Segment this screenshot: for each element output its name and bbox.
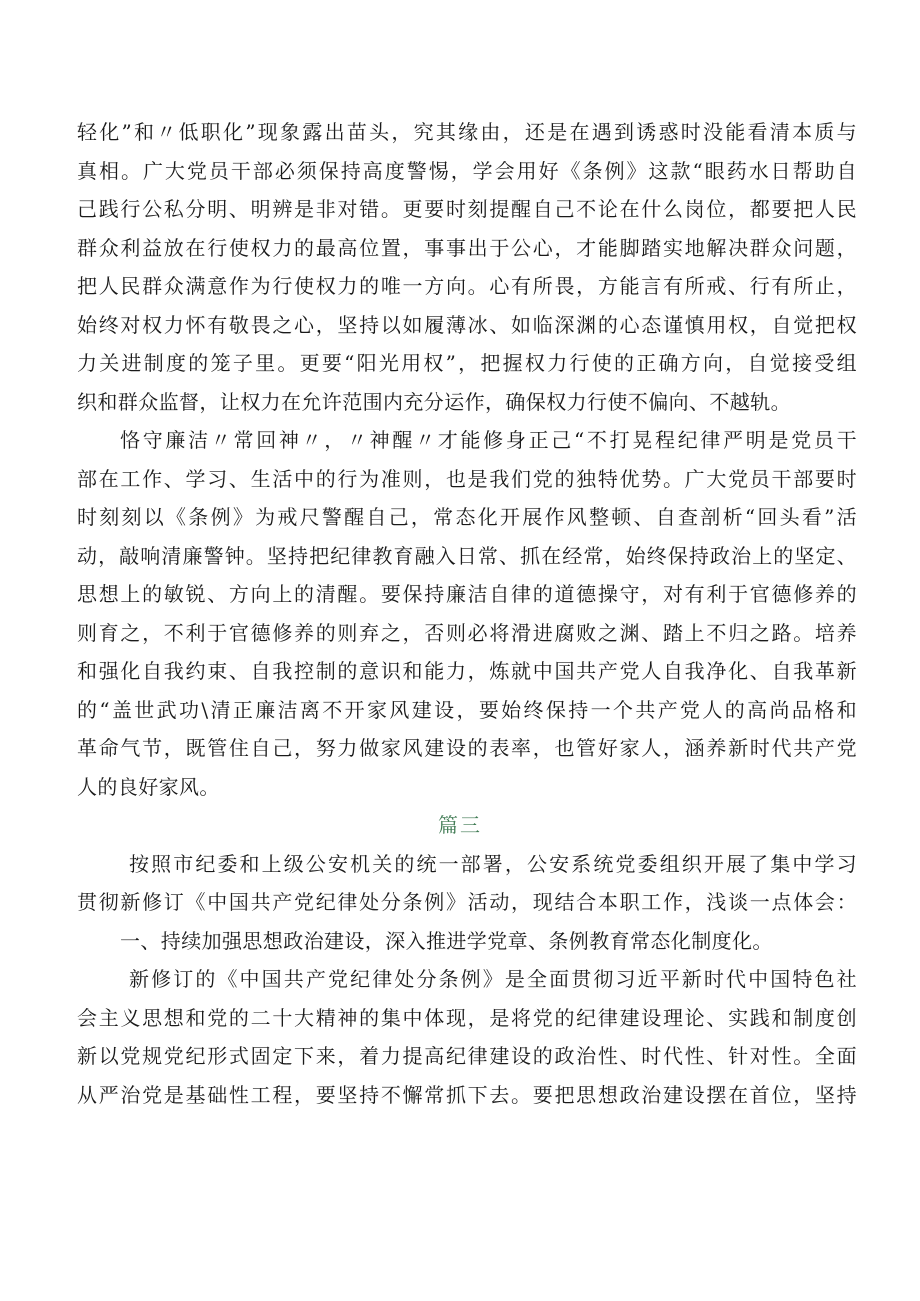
text-line: 从严治党是基础性工程，要坚持不懈常抓下去。要把思想政治建设摆在首位，坚持 (77, 1082, 857, 1107)
text-line: 力关进制度的笼子里。更要“阳光用权”，把握权力行使的正确方向，自觉接受组 (77, 351, 857, 375)
section-heading: 篇三 (438, 813, 482, 837)
text-line: 贯彻新修订《中国共产党纪律处分条例》活动，现结合本职工作，浅谈一点体会： (77, 890, 857, 914)
text-line: 思想上的敏锐、方向上的清醒。要保持廉洁自律的道德操守，对有利于官德修养的 (77, 582, 857, 606)
document-body (77, 113, 857, 1114)
paragraph-section3-intro (77, 845, 857, 922)
paragraph-section2 (77, 421, 857, 806)
text-line: 革命气节，既管住自己，努力做家风建设的表率，也管好家人，涵养新时代共产党 (77, 736, 857, 760)
text-line: 新修订的《中国共产党纪律处分条例》是全面贯彻习近平新时代中国特色社 (129, 967, 857, 991)
text-line: 会主义思想和党的二十大精神的集中体现，是将党的纪律建设理论、实践和制度创 (77, 1005, 857, 1030)
paragraph-section3-body (77, 960, 857, 1114)
text-line: 则育之，不利于官德修养的则弃之，否则必将滑进腐败之渊、踏上不归之路。培养 (77, 620, 857, 645)
text-line: 真相。广大党员干部必须保持高度警惕，学会用好《条例》这款“眼药水日帮助自 (77, 158, 857, 183)
text-line: 把人民群众满意作为行使权力的唯一方向。心有所畏，方能言有所戒、行有所止， (77, 274, 857, 298)
text-line: 恪守廉洁〃常回神〃，〃神醒〃才能修身正己“不打晃程纪律严明是党员干 (120, 428, 857, 452)
paragraph-section1 (77, 113, 857, 421)
text-line: 部在工作、学习、生活中的行为准则，也是我们党的独特优势。广大党员干部要时 (77, 466, 857, 491)
text-line: 织和群众监督，让权力在允许范围内充分运作，确保权力行使不偏向、不越轨。 (77, 389, 791, 414)
text-line: 和强化自我约束、自我控制的意识和能力，炼就中国共产党人自我净化、自我革新 (77, 659, 857, 683)
point-title: 一、持续加强思想政治建设，深入推进学党章、条例教育常态化制度化。 (120, 928, 773, 953)
text-line: 时刻刻以《条例》为戒尺警醒自己，常态化开展作风整顿、自查剖析“回头看”活 (77, 505, 857, 529)
text-line: 的“盖世武功\清正廉洁离不开家风建设，要始终保持一个共产党人的高尚品格和 (77, 697, 857, 722)
text-line: 按照市纪委和上级公安机关的统一部署，公安系统党委组织开展了集中学习 (129, 851, 857, 876)
text-line: 群众利益放在行使权力的最高位置，事事出于公心，才能脚踏实地解决群众问题， (77, 235, 857, 260)
text-line: 己践行公私分明、明辨是非对错。更要时刻提醒自己不论在什么岗位，都要把人民 (77, 197, 857, 221)
text-line: 始终对权力怀有敬畏之心，坚持以如履薄冰、如临深渊的心态谨慎用权，自觉把权 (77, 312, 857, 337)
text-line: 轻化”和〃低职化”现象露出苗头，究其缘由，还是在遇到诱惑时没能看清本质与 (77, 120, 857, 144)
text-line: 新以党规党纪形式固定下来，着力提高纪律建设的政治性、时代性、针对性。全面 (77, 1044, 857, 1068)
text-line: 动，敲响清廉警钟。坚持把纪律教育融入日常、抓在经常，始终保持政治上的坚定、 (77, 543, 857, 568)
text-line: 人的良好家风。 (77, 774, 220, 799)
